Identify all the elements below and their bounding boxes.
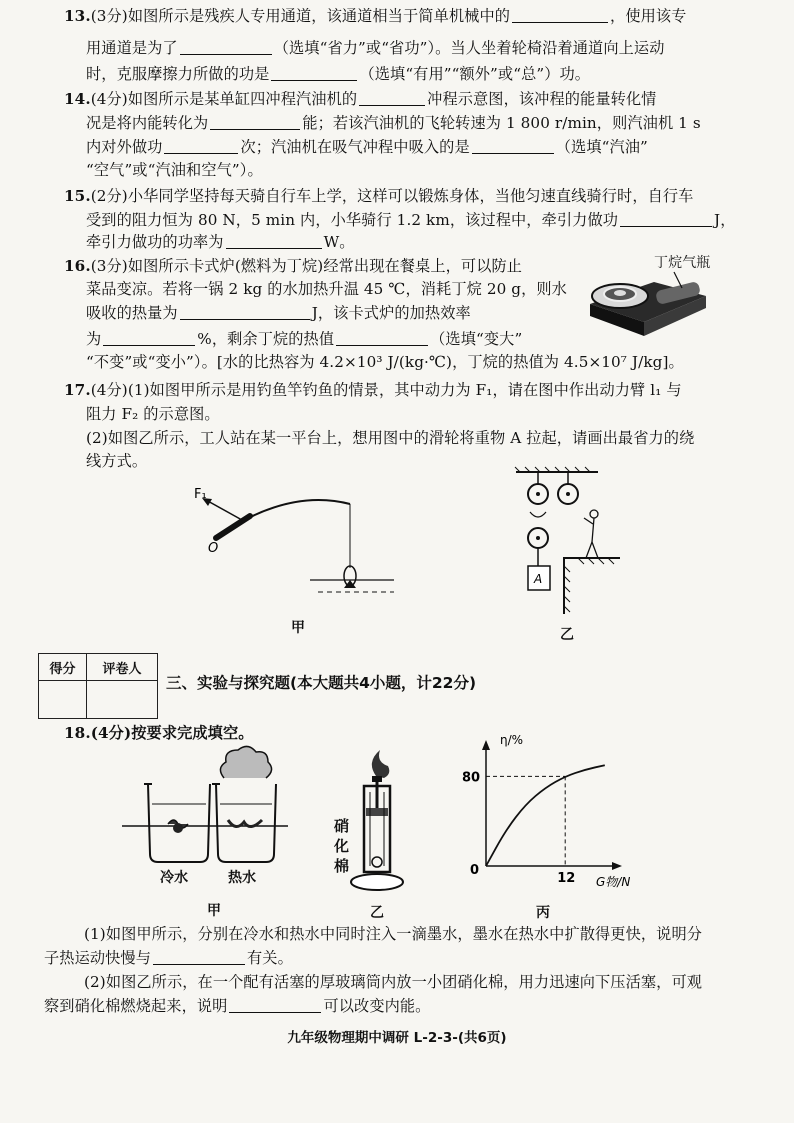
q16-line5: “不变”或“变小”）。[水的比热容为 4.2×10³ J/(kg·℃)，丁烷的热值为 4.5×10⁷ J/kg]。 <box>86 353 684 371</box>
q16-line4: 为 %，剩余丁烷的热值 （选填“变大” <box>86 330 523 348</box>
q16-blank2[interactable] <box>103 331 195 346</box>
q17-line2: 阻力 F₂ 的示意图。 <box>86 405 220 423</box>
q18-part1-line1: (1)如图甲所示，分别在冷水和热水中同时注入一滴墨水，墨水在热水中扩散得更快，说明分 <box>84 925 703 943</box>
origin-label: 0 <box>470 863 480 878</box>
fishing-rod-figure <box>188 476 398 606</box>
q14-blank4[interactable] <box>472 139 554 154</box>
efficiency-curve <box>486 765 605 866</box>
q16-line3: 吸收的热量为 J，该卡式炉的加热效率 <box>86 304 471 322</box>
q13-line1: 13.(3分)如图所示是残疾人专用通道，该通道相当于简单机械中的 ，使用该专 <box>64 7 687 25</box>
q14-line3: 内对外做功 次；汽油机在吸气冲程中吸入的是 （选填“汽油” <box>86 138 648 156</box>
chart-axes <box>482 740 622 870</box>
page-footer: 九年级物理期中调研 L-2-3-(共6页) <box>287 1030 507 1046</box>
q18-part2-line1: (2)如图乙所示，在一个配有活塞的厚玻璃筒内放一小团硝化棉，用力迅速向下压活塞，可观 <box>84 973 703 991</box>
piston <box>366 776 388 816</box>
score-cell[interactable] <box>39 681 87 719</box>
q17-line4: 线方式。 <box>86 452 148 470</box>
platform <box>564 558 620 614</box>
q16-number: 16. <box>64 257 91 275</box>
figure-18-bing-caption: 丙 <box>536 905 550 921</box>
hot-water-beaker <box>212 784 276 862</box>
q14-blank1[interactable] <box>359 91 425 106</box>
fish-icon <box>344 566 356 588</box>
fishing-rod <box>216 500 350 568</box>
q16-line2: 菜品变凉。若将一锅 2 kg 的水加热升温 45 ℃，消耗丁烷 20 g，则水 <box>86 280 567 298</box>
f1-label: F₁ <box>194 487 207 502</box>
q16-blank3[interactable] <box>336 331 428 346</box>
score-header: 得分 <box>39 654 87 681</box>
stove-drawing <box>590 272 706 336</box>
q18-part2-line2: 察到硝化棉燃烧起来，说明 可以改变内能。 <box>44 997 431 1015</box>
score-table <box>38 653 158 719</box>
weight-a-label: A <box>534 572 543 586</box>
q14-blank2[interactable] <box>210 115 300 130</box>
q15-line1: 15.(2分)小华同学坚持每天骑自行车上学，这样可以锻炼身体，当他匀速直线骑行时，自行车 <box>64 187 694 205</box>
q13-number: 13. <box>64 7 91 25</box>
figure-18-jia-caption: 甲 <box>207 903 221 919</box>
pivot-o-label: O <box>208 541 219 556</box>
q18-blank1[interactable] <box>153 950 245 965</box>
x-axis-label: G物/N <box>596 875 631 889</box>
q16-blank1[interactable] <box>180 305 310 320</box>
q17-line1: 17.(4分)(1)如图甲所示是用钓鱼竿钓鱼的情景，其中动力为 F₁，请在图中作出动力臂 l₁ 与 <box>64 381 682 399</box>
beakers-figure <box>120 744 290 868</box>
q14-number: 14. <box>64 90 91 108</box>
grader-cell[interactable] <box>86 681 157 719</box>
cold-water-beaker <box>144 784 210 862</box>
tube-base <box>351 874 403 890</box>
q15-blank1[interactable] <box>620 212 712 227</box>
flame-icon <box>372 750 390 778</box>
figure-17-jia-caption: 甲 <box>291 620 305 636</box>
efficiency-chart <box>450 730 640 896</box>
pulley-system-figure <box>508 466 626 616</box>
figure-18-yi-caption: 乙 <box>370 905 384 921</box>
q15-line2: 受到的阻力恒为 80 N，5 min 内，小华骑行 1.2 km，该过程中，牵引力做功 J， <box>86 211 736 229</box>
worker-figure <box>584 510 598 558</box>
y-axis-label: η/% <box>500 733 524 747</box>
steam-icon <box>220 746 271 778</box>
q15-blank2[interactable] <box>226 234 322 249</box>
ceiling <box>515 467 598 472</box>
glass-tube-figure <box>346 746 410 896</box>
q14-blank3[interactable] <box>164 139 238 154</box>
q13-line2: 用通道是为了 （选填“省力”或“省功”）。当人坐着轮椅沿着通道向上运动 <box>86 39 665 57</box>
q13-blank3[interactable] <box>271 66 357 81</box>
force-arrow-f1 <box>202 498 242 520</box>
butane-cylinder-label: 丁烷气瓶 <box>654 255 711 271</box>
x-tick-12: 12 <box>557 871 576 886</box>
q14-line2: 况是将内能转化为 能；若该汽油机的飞轮转速为 1 800 r/min，则汽油机 1 s <box>86 114 701 132</box>
q18-blank2[interactable] <box>229 998 321 1013</box>
figure-17-yi-caption: 乙 <box>560 627 574 643</box>
q17-line3: (2)如图乙所示，工人站在某一平台上，想用图中的滑轮将重物 A 拉起，请画出最省力的绕 <box>86 429 695 447</box>
grader-header: 评卷人 <box>86 654 157 681</box>
section-three-title: 三、实验与探究题(本大题共4小题，计22分) <box>166 674 477 692</box>
q17-number: 17. <box>64 381 91 399</box>
nitrocellulose-label: 硝化棉 <box>334 817 350 875</box>
q15-number: 15. <box>64 187 91 205</box>
hot-water-label: 热水 <box>228 870 257 886</box>
cold-water-label: 冷水 <box>160 870 189 886</box>
q13-blank1[interactable] <box>512 8 608 23</box>
y-tick-80: 80 <box>462 770 481 786</box>
q18-line1: 18.(4分)按要求完成填空。 <box>64 724 254 742</box>
q13-blank2[interactable] <box>180 40 272 55</box>
movable-pulley-icon <box>528 512 548 566</box>
q18-part1-line2: 子热运动快慢与 有关。 <box>44 949 293 967</box>
q13-line3: 时，克服摩擦力所做的功是 （选填“有用”“额外”或“总”）功。 <box>86 65 591 83</box>
q16-line1: 16.(3分)如图所示卡式炉(燃料为丁烷)经常出现在餐桌上，可以防止 <box>64 257 523 275</box>
q14-line1: 14.(4分)如图所示是某单缸四冲程汽油机的 冲程示意图，该冲程的能量转化情 <box>64 90 657 108</box>
q15-line3: 牵引力做功的功率为 W。 <box>86 233 355 251</box>
q14-line4: “空气”或“汽油和空气”）。 <box>86 161 263 179</box>
fixed-pulley-icon <box>528 472 578 504</box>
